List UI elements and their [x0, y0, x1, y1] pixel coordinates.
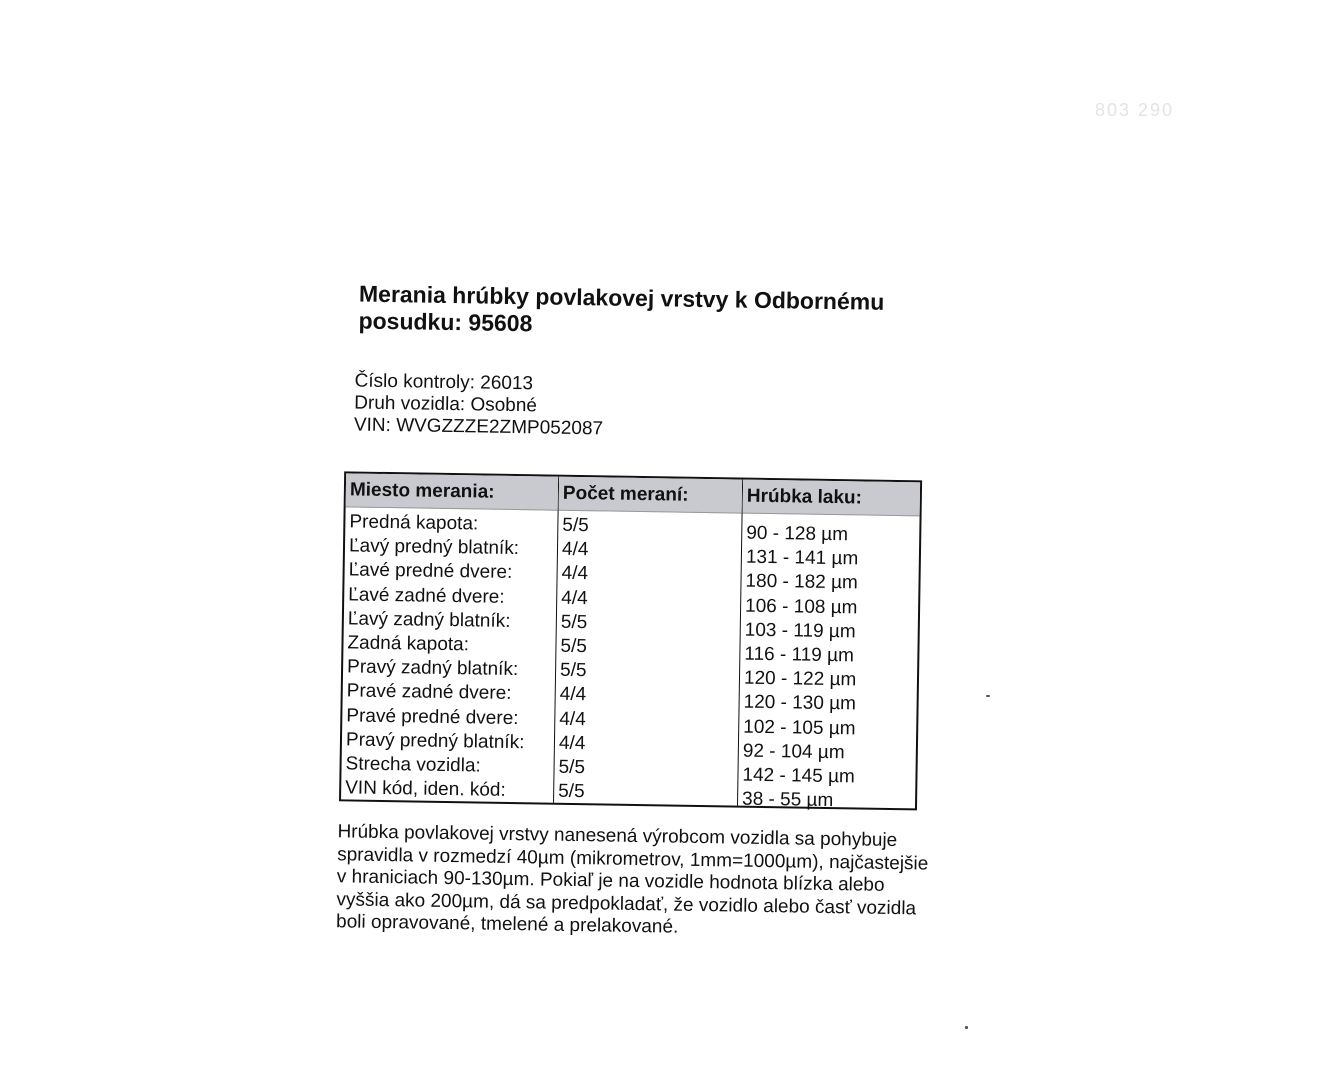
thickness-cell: 102 - 105 µm — [743, 716, 856, 739]
location-cell: Pravý predný blatník: — [345, 729, 525, 753]
column-header-count: Počet meraní: — [559, 477, 743, 514]
count-cell: 4/4 — [559, 684, 587, 706]
count-cells — [554, 511, 742, 807]
thickness-cell: 142 - 145 µm — [742, 764, 855, 788]
count-cell: 5/5 — [558, 780, 585, 803]
column-header-location: Miesto merania: — [346, 473, 559, 510]
thickness-cell: 120 - 122 µm — [743, 667, 857, 691]
thickness-cell: 180 - 182 µm — [745, 571, 859, 594]
column-header-thickness: Hrúbka laku: — [743, 480, 921, 517]
location-cell: VIN kód, iden. kód: — [345, 777, 506, 801]
scan-speck — [986, 695, 990, 697]
thickness-cell: 116 - 119 µm — [744, 643, 855, 667]
count-cell: 4/4 — [559, 708, 586, 730]
explanatory-note: Hrúbka povlakovej vrstvy nanesená výrobcom vozidla sa pohybuje spravidla v rozmedzí 40µm (mikrometrov, 1mm=1000µm), najčastejšie v hraniciach 90-130µm. Pokiaľ je na vozidle hodnota blízka alebo vyššia ako 200µm, dá sa predpokladať, že vozidlo alebo časť vozidla boli opravované, tmelené a prelakované. — [335, 821, 929, 938]
vehicle-type: Druh vozidla: Osobné — [354, 392, 538, 417]
inspection-meta — [354, 370, 604, 440]
thickness-cells — [738, 514, 920, 815]
thickness-column — [738, 480, 920, 812]
thickness-cell: 131 - 141 µm — [745, 546, 859, 570]
count-cell: 5/5 — [560, 635, 588, 658]
vin-line: VIN: WVGZZZE2ZMP052087 — [353, 414, 604, 440]
count-cell: 4/4 — [558, 732, 586, 754]
location-cell: Zadná kapota: — [347, 632, 470, 656]
document-title: Merania hrúbky povlakovej vrstvy k Odbornému posudku: 95608 — [358, 280, 885, 337]
count-cell: 4/4 — [561, 538, 589, 561]
location-cell: Pravé zadné dvere: — [346, 680, 512, 705]
thickness-cell: 92 - 104 µm — [742, 740, 845, 763]
count-cell: 4/4 — [561, 587, 588, 609]
location-cells — [341, 507, 558, 804]
thickness-cell: 103 - 119 µm — [744, 619, 856, 643]
location-cell: Predná kapota: — [349, 511, 479, 535]
location-cell: Strecha vozidla: — [345, 753, 481, 777]
count-cell: 5/5 — [559, 659, 587, 682]
location-cell: Pravé predné dvere: — [346, 704, 519, 729]
count-cell: 5/5 — [558, 756, 586, 779]
location-cell: Ľavý predný blatník: — [348, 535, 520, 560]
inspection-number: Číslo kontroly: 26013 — [354, 370, 534, 395]
thickness-cell: 120 - 130 µm — [743, 691, 857, 715]
thickness-cell: 106 - 108 µm — [744, 595, 858, 618]
thickness-cell: 38 - 55 µm — [741, 788, 834, 812]
count-cell: 5/5 — [562, 514, 589, 537]
location-cell: Ľavé zadné dvere: — [348, 583, 505, 608]
count-column — [554, 477, 743, 806]
count-cell: 5/5 — [560, 611, 588, 633]
thickness-cell: 90 - 128 µm — [746, 522, 849, 546]
scan-speck — [965, 1026, 968, 1029]
location-cell: Pravý zadný blatník: — [346, 656, 519, 681]
location-cell: Ľavý zadný blatník: — [347, 608, 511, 632]
measurement-table — [339, 471, 922, 810]
faint-bleed-through-text: 803 290 — [1095, 100, 1175, 120]
location-column — [341, 473, 559, 802]
location-cell: Ľavé predné dvere: — [348, 559, 513, 584]
count-cell: 4/4 — [561, 563, 589, 585]
